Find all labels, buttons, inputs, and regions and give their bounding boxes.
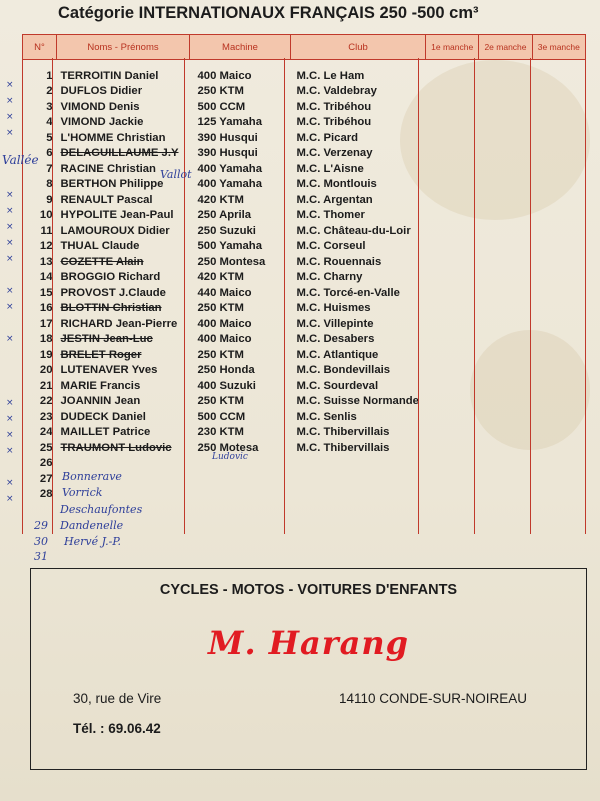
run-result-cell [479,146,532,162]
table-row [23,239,586,255]
run-result-cell [426,84,479,100]
run-result-cell [532,347,585,363]
run-result-cell [426,177,479,193]
run-result-cell [532,332,585,348]
column-rule [284,58,285,534]
table-row [23,60,586,84]
rider-name: HYPOLITE Jean-Paul [60,209,174,222]
check-mark: × [6,334,14,344]
riders-table [22,34,586,502]
run-result-cell [479,394,532,410]
rider-machine: 400 Suzuki [197,379,256,392]
run-result-cell [532,84,585,100]
rider-number: 22 [39,395,53,408]
rider-machine: 250 Montesa [197,255,266,268]
rider-number: 8 [46,178,53,191]
rider-machine: 400 Yamaha [197,178,262,191]
check-mark: × [6,286,14,296]
col-header-number: N° [23,35,57,60]
ad-brand-logo: M. Harang [208,624,409,662]
table-row [23,316,586,332]
table-row [23,161,586,177]
rider-machine: 400 Maico [197,333,252,346]
run-result-cell [426,347,479,363]
rider-number: 24 [39,426,53,439]
rider-number: 15 [39,286,53,299]
run-result-cell [532,378,585,394]
rider-machine: 250 Suzuki [197,224,256,237]
rider-name: RICHARD Jean-Pierre [60,317,178,330]
run-result-cell [479,115,532,131]
run-result-cell [479,177,532,193]
rider-name: DELAGUILLAUME J.Y [60,147,179,160]
check-mark: × [6,222,14,232]
run-result-cell [426,270,479,286]
run-result-cell [479,239,532,255]
rider-name: COZETTE Alain [60,255,144,268]
run-result-cell [532,254,585,270]
rider-machine: 440 Maico [197,286,252,299]
rider-club: M.C. Villepinte [296,317,374,330]
run-result-cell [532,440,585,456]
rider-number: 11 [40,224,53,237]
rider-machine: 500 Yamaha [197,240,262,253]
rider-club: M.C. Bondevillais [296,364,391,377]
table-row [23,378,586,394]
rider-name: MAILLET Patrice [60,426,151,439]
table-row [23,130,586,146]
rider-club: M.C. Château-du-Loir [296,224,411,237]
run-result-cell [479,60,532,84]
rider-club: M.C. Suisse Normande [296,395,419,408]
table-row [23,146,586,162]
col-header-machine: Machine [190,35,291,60]
run-result-cell [426,146,479,162]
run-result-cell [479,254,532,270]
run-result-cell [479,130,532,146]
rider-machine: 250 Honda [197,364,255,377]
rider-name: LAMOUROUX Didier [60,224,170,237]
run-result-cell [426,192,479,208]
rider-name: VIMOND Jackie [60,116,144,129]
rider-club: M.C. Tribéhou [296,116,372,129]
ad-city: 14110 CONDE-SUR-NOIREAU [339,691,528,706]
run-result-cell [426,456,479,472]
col-header-name: Noms - Prénoms [57,35,190,60]
handwritten-number: 31 [34,550,48,563]
run-result-cell [532,301,585,317]
handwritten-entry: Vorrick [62,486,103,499]
run-result-cell [479,425,532,441]
run-result-cell [479,440,532,456]
table-row [23,285,586,301]
rider-machine: 230 KTM [197,426,244,439]
table-row [23,270,586,286]
table-row [23,347,586,363]
rider-name: VIMOND Denis [60,100,140,113]
run-result-cell [532,471,585,487]
rider-number: 5 [46,131,53,144]
rider-club: M.C. Thibervillais [296,441,390,454]
run-result-cell [426,130,479,146]
check-mark: × [6,80,14,90]
rider-club: M.C. Sourdeval [296,379,379,392]
rider-name: DUDECK Daniel [60,410,146,423]
rider-number: 7 [46,162,53,175]
run-result-cell [532,285,585,301]
table-row [23,363,586,379]
rider-club: M.C. Thibervillais [296,426,390,439]
rider-number: 28 [39,488,53,501]
run-result-cell [426,316,479,332]
rider-machine: 390 Husqui [197,131,258,144]
rider-club: M.C. Desabers [296,333,375,346]
col-header-run2: 2e manche [479,35,532,60]
run-result-cell [479,378,532,394]
check-mark: × [6,430,14,440]
handwritten-note: Ludovic [212,452,248,462]
rider-club: M.C. Valdebray [296,85,377,98]
rider-number: 20 [39,364,53,377]
rider-club: M.C. Verzenay [296,147,373,160]
rider-name: LUTENAVER Yves [60,364,158,377]
run-result-cell [479,223,532,239]
run-result-cell [426,409,479,425]
rider-club: M.C. Huismes [296,302,371,315]
col-header-club: Club [291,35,426,60]
check-mark: × [6,254,14,264]
run-result-cell [426,301,479,317]
rider-machine: 125 Yamaha [197,116,262,129]
run-result-cell [532,363,585,379]
rider-machine: 500 CCM [197,410,246,423]
run-result-cell [479,487,532,503]
rider-name: BLOTTIN Christian [60,302,162,315]
run-result-cell [426,440,479,456]
rider-machine: 250 KTM [197,348,244,361]
check-mark: × [6,112,14,122]
table-row [23,440,586,456]
table-row [23,254,586,270]
handwritten-entry: Dandenelle [60,519,124,532]
rider-club: M.C. Le Ham [296,69,365,82]
column-rule [22,58,23,534]
run-result-cell [426,425,479,441]
run-result-cell [479,332,532,348]
rider-number: 10 [39,209,53,222]
rider-machine: 420 KTM [197,271,244,284]
column-rule [418,58,419,534]
run-result-cell [479,270,532,286]
rider-machine: 250 Aprila [197,209,252,222]
run-result-cell [479,347,532,363]
rider-name: RENAULT Pascal [60,193,153,206]
handwritten-entry: Deschaufontes [60,503,143,516]
rider-number: 18 [39,333,53,346]
run-result-cell [426,332,479,348]
rider-number: 6 [46,147,53,160]
rider-club: M.C. Rouennais [296,255,382,268]
rider-number: 13 [39,255,53,268]
rider-name: BERTHON Philippe [60,178,164,191]
run-result-cell [479,456,532,472]
rider-name: BRELET Roger [60,348,142,361]
rider-number: 25 [39,441,53,454]
run-result-cell [479,409,532,425]
check-mark: × [6,302,14,312]
check-mark: × [6,414,14,424]
run-result-cell [479,99,532,115]
rider-name: PROVOST J.Claude [60,286,166,299]
rider-number: 12 [39,240,53,253]
handwritten-number: 29 [34,519,48,532]
rider-club: M.C. L'Aisne [296,162,364,175]
table-row [23,394,586,410]
rider-name: TERROITIN Daniel [60,69,159,82]
run-result-cell [532,239,585,255]
run-result-cell [479,208,532,224]
col-header-run3: 3e manche [532,35,585,60]
run-result-cell [479,316,532,332]
rider-number: 26 [39,457,53,470]
run-result-cell [532,316,585,332]
rider-machine: 420 KTM [197,193,244,206]
rider-club: M.C. Charny [296,271,363,284]
table-row [23,456,586,472]
run-result-cell [532,270,585,286]
run-result-cell [426,99,479,115]
ad-address: 30, rue de Vire [73,691,162,706]
rider-number: 2 [46,85,53,98]
handwritten-entry: Hervé J.-P. [64,535,122,548]
run-result-cell [532,60,585,84]
run-result-cell [532,394,585,410]
rider-number: 14 [39,271,53,284]
rider-name: JOANNIN Jean [60,395,141,408]
table-row [23,487,586,503]
run-result-cell [532,192,585,208]
run-result-cell [426,208,479,224]
run-result-cell [532,456,585,472]
table-header [23,35,586,60]
check-mark: × [6,206,14,216]
handwritten-number: 30 [34,535,48,548]
rider-machine: 400 Maico [197,69,252,82]
column-rule [585,58,586,534]
rider-machine: 400 Yamaha [197,162,262,175]
rider-club: M.C. Atlantique [296,348,379,361]
check-mark: × [6,494,14,504]
rider-name: RACINE Christian [60,162,156,175]
rider-machine: 250 KTM [197,395,244,408]
rider-club: M.C. Thomer [296,209,365,222]
run-result-cell [426,161,479,177]
page-title: Catégorie INTERNATIONAUX FRANÇAIS 250 -500 cm³ [58,4,479,22]
col-header-run1: 1e manche [426,35,479,60]
run-result-cell [532,208,585,224]
rider-name: TRAUMONT Ludovic [60,441,172,454]
run-result-cell [426,60,479,84]
run-result-cell [426,115,479,131]
run-result-cell [426,223,479,239]
run-result-cell [532,115,585,131]
run-result-cell [532,409,585,425]
run-result-cell [479,301,532,317]
run-result-cell [426,394,479,410]
rider-machine: 250 KTM [197,85,244,98]
run-result-cell [532,99,585,115]
run-result-cell [532,161,585,177]
rider-name: DUFLOS Didier [60,85,143,98]
rider-club: M.C. Picard [296,131,359,144]
run-result-cell [426,285,479,301]
run-result-cell [479,471,532,487]
rider-club: M.C. Montlouis [296,178,377,191]
run-result-cell [479,363,532,379]
run-result-cell [479,84,532,100]
rider-number: 9 [46,193,53,206]
rider-name: BROGGIO Richard [60,271,161,284]
ad-phone: Tél. : 69.06.42 [73,721,161,736]
run-result-cell [426,487,479,503]
table-row [23,99,586,115]
check-mark: × [6,398,14,408]
rider-number: 3 [46,100,53,113]
table-row [23,332,586,348]
table-row [23,115,586,131]
rider-machine: 390 Husqui [197,147,258,160]
table-row [23,84,586,100]
rider-name: THUAL Claude [60,240,140,253]
run-result-cell [532,146,585,162]
rider-number: 19 [39,348,53,361]
rider-number: 4 [46,116,53,129]
column-rule [52,58,53,534]
run-result-cell [532,130,585,146]
rider-machine: 250 KTM [197,302,244,315]
run-result-cell [532,425,585,441]
rider-name: JESTIN Jean-Luc [60,333,153,346]
run-result-cell [426,471,479,487]
table-row [23,192,586,208]
table-row [23,223,586,239]
table-row [23,301,586,317]
table-row [23,177,586,193]
check-mark: × [6,446,14,456]
rider-number: 16 [39,302,53,315]
rider-club: M.C. Tribéhou [296,100,372,113]
rider-machine: 500 CCM [197,100,246,113]
handwritten-note: Vallée [2,153,39,167]
rider-number: 21 [39,379,53,392]
check-mark: × [6,238,14,248]
check-mark: × [6,128,14,138]
table-row [23,409,586,425]
rider-club: M.C. Senlis [296,410,357,423]
rider-number: 1 [46,69,53,82]
handwritten-note: Vallot [160,168,192,181]
rider-club: M.C. Torcé-en-Valle [296,286,400,299]
table-row [23,425,586,441]
rider-name: MARIE Francis [60,379,141,392]
run-result-cell [532,487,585,503]
rider-number: 23 [39,410,53,423]
run-result-cell [426,239,479,255]
check-mark: × [6,478,14,488]
run-result-cell [532,177,585,193]
rider-number: 17 [39,317,53,330]
advertisement [30,568,587,770]
rider-number: 27 [39,472,53,485]
table-row [23,208,586,224]
rider-club: M.C. Argentan [296,193,373,206]
check-mark: × [6,190,14,200]
column-rule [474,58,475,534]
ad-headline: CYCLES - MOTOS - VOITURES D'ENFANTS [159,582,458,598]
rider-machine: 250 Motesa [197,441,259,454]
run-result-cell [479,161,532,177]
handwritten-entry: Bonnerave [62,470,122,483]
run-result-cell [532,223,585,239]
run-result-cell [479,285,532,301]
column-rule [530,58,531,534]
column-rule [184,58,185,534]
run-result-cell [426,363,479,379]
run-result-cell [426,254,479,270]
run-result-cell [479,192,532,208]
rider-club: M.C. Corseul [296,240,366,253]
rider-machine: 400 Maico [197,317,252,330]
rider-name: L'HOMME Christian [60,131,166,144]
run-result-cell [426,378,479,394]
check-mark: × [6,96,14,106]
